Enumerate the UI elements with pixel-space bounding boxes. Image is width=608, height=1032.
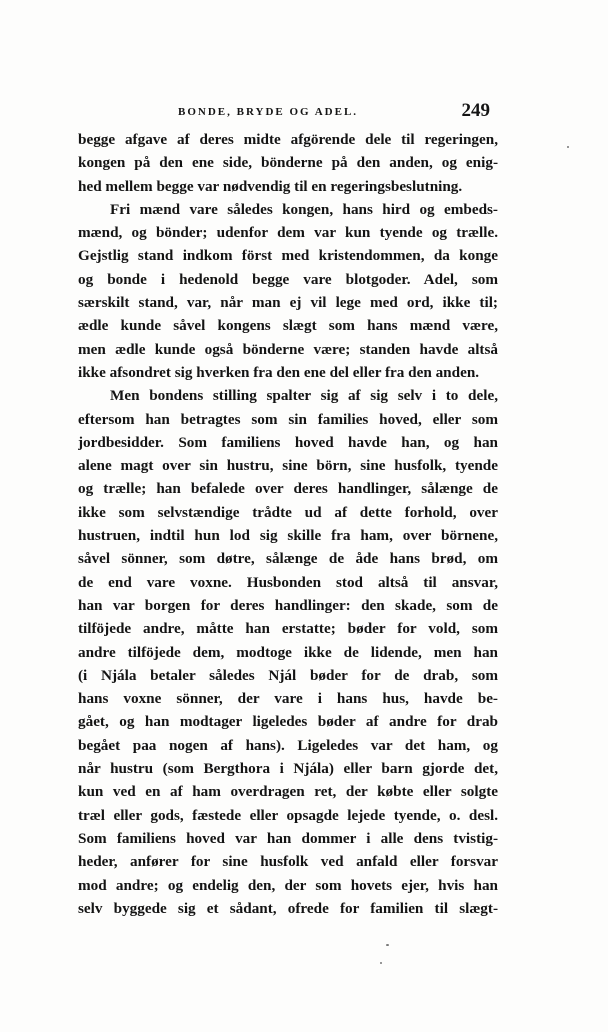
paper-speck [380, 962, 382, 964]
text-line: hans voxne sönner, der vare i hans hus, havde be- [78, 690, 498, 708]
text-line: mod andre; og endelig den, der som hovets ejer, hvis han [78, 876, 498, 894]
text-line: (i Njála betaler således Njál bøder for de drab, som [78, 666, 498, 684]
text-line: de end vare voxne. Husbonden stod altså til ansvar, [78, 573, 498, 591]
paper-speck [567, 146, 569, 148]
text-line: gået, og han modtager ligeledes bøder af andre for drab [78, 713, 498, 731]
text-line: og trælle; han befalede over deres handlinger, sålænge de [78, 480, 498, 498]
paragraph-start-line: Men bondens stilling spalter sig af sig selv i to dele, [110, 387, 498, 405]
text-line: alene magt over sin hustru, sine börn, sine husfolk, tyende [78, 457, 498, 475]
paper-speck [386, 944, 389, 946]
text-line: såvel sönner, som døtre, sålænge de åde hans brød, om [78, 550, 498, 568]
page-number: 249 [461, 100, 490, 121]
text-line: ikke afsondret sig hverken fra den ene del eller fra den anden. [78, 363, 480, 381]
text-line: kun ved en af ham overdragen ret, der købte eller solgte [78, 783, 498, 801]
text-line: Gejstlig stand indkom först med kristendommen, da konge [78, 247, 498, 265]
text-line: mænd, og bönder; udenfor dem var kun tyende og trælle. [78, 224, 498, 242]
text-line: begge afgave af deres midte afgörende dele til regeringen, [78, 131, 498, 148]
text-line: ædle kunde såvel kongens slægt som hans mænd være, [78, 317, 498, 335]
text-line: andre tilföjede dem, modtoge ikke de lidende, men han [78, 643, 498, 661]
text-line: og bonde i hedenold begge vare blotgoder. Adel, som [78, 270, 498, 288]
text-line: jordbesidder. Som familiens hoved havde han, og han [78, 433, 498, 451]
text-line: heder, anfører for sine husfolk ved anfald eller forsvar [78, 853, 498, 871]
text-line: Som familiens hoved var han dommer i alle dens tvistig- [78, 829, 498, 847]
text-line: selv byggede sig et sådant, ofrede for familien til slægt- [78, 899, 498, 917]
text-line: kongen på den ene side, bönderne på den anden, og enig- [78, 154, 498, 172]
text-line: begået paa nogen af hans). Ligeledes var det ham, og [78, 736, 498, 754]
text-line: eftersom han betragtes som sin families hoved, eller som [78, 410, 498, 428]
running-head-title: BONDE, BRYDE OG ADEL. [178, 106, 359, 118]
text-line: ikke som selvstændige trådte ud af dette forhold, over [78, 503, 498, 521]
paragraph-start-line: Fri mænd vare således kongen, hans hird og embeds- [110, 200, 498, 218]
body-text [78, 128, 498, 920]
text-line: hed mellem begge var nødvendig til en regeringsbeslutning. [78, 177, 463, 195]
text-line: hustruen, indtil hun lod sig skille fra ham, over börnene, [78, 527, 498, 545]
text-line: men ædle kunde også bönderne være; standen havde altså [78, 340, 498, 358]
text-line: han var borgen for deres handlinger: den skade, som de [78, 596, 498, 614]
running-head [78, 100, 498, 124]
text-line: når hustru (som Bergthora i Njála) eller barn gjorde det, [78, 760, 498, 778]
text-line: tilföjede andre, måtte han erstatte; bøder for vold, som [78, 620, 498, 638]
text-line: træl eller gods, fæstede eller opsagde lejede tyende, o. desl. [78, 806, 498, 824]
text-line: særskilt stand, var, når man ej vil lege med ord, ikke til; [78, 294, 498, 312]
